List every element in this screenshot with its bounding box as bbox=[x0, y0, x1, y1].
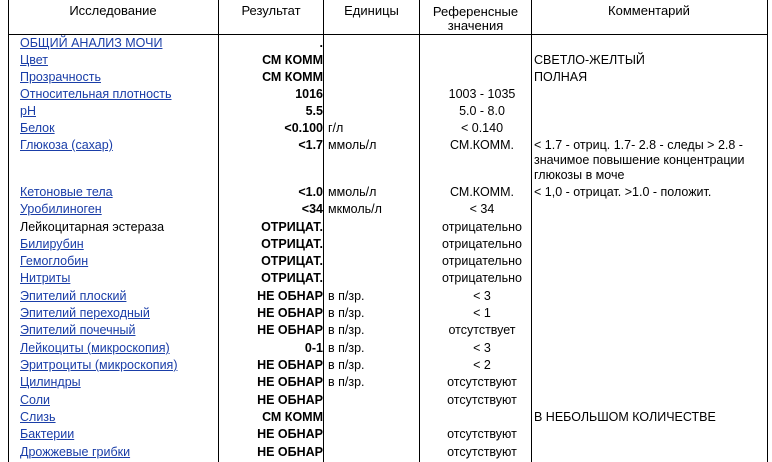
table-row bbox=[8, 86, 767, 103]
result-value: <1.0 bbox=[298, 185, 323, 199]
comment-text: В НЕБОЛЬШОМ КОЛИЧЕСТВЕ bbox=[534, 410, 716, 424]
result-value: 0-1 bbox=[304, 341, 323, 355]
reference-value: < 34 bbox=[469, 202, 495, 216]
result-value: ОТРИЦАТ. bbox=[261, 254, 323, 268]
table-row bbox=[8, 69, 767, 86]
test-name-link[interactable]: Эпителий плоский bbox=[20, 289, 127, 303]
header-reference: Референсные значения bbox=[432, 4, 519, 33]
test-name-link[interactable]: Эпителий переходный bbox=[20, 306, 150, 320]
test-name-link[interactable]: Прозрачность bbox=[20, 70, 101, 84]
test-name-link[interactable]: Эпителий почечный bbox=[20, 323, 136, 337]
units-value: в п/зр. bbox=[328, 375, 365, 389]
test-name-link[interactable]: Слизь bbox=[20, 410, 56, 424]
result-value: НЕ ОБНАР bbox=[257, 323, 323, 337]
table-row bbox=[8, 103, 767, 120]
units-value: в п/зр. bbox=[328, 306, 365, 320]
result-value: <0.100 bbox=[284, 121, 323, 135]
result-value: ОТРИЦАТ. bbox=[261, 220, 323, 234]
comment-text: < 1,0 - отрицат. >1.0 - положит. bbox=[534, 185, 712, 199]
result-value: <1.7 bbox=[298, 138, 323, 152]
reference-value: СМ.КОММ. bbox=[450, 185, 514, 199]
units-value: в п/зр. bbox=[328, 358, 365, 372]
reference-value: 1003 - 1035 bbox=[448, 87, 516, 101]
header-result: Результат bbox=[241, 3, 301, 18]
test-name-link[interactable]: Бактерии bbox=[20, 427, 75, 441]
comment-text: ПОЛНАЯ bbox=[534, 70, 588, 84]
result-value: НЕ ОБНАР bbox=[257, 445, 323, 459]
result-value: ОТРИЦАТ. bbox=[261, 271, 323, 285]
result-value: СМ КОММ bbox=[262, 70, 323, 84]
result-value: НЕ ОБНАР bbox=[257, 393, 323, 407]
test-name-link[interactable]: Цвет bbox=[20, 53, 49, 67]
units-value: в п/зр. bbox=[328, 341, 365, 355]
table-row bbox=[8, 270, 767, 287]
result-value: НЕ ОБНАР bbox=[257, 375, 323, 389]
test-name-link[interactable]: Дрожжевые грибки bbox=[20, 445, 131, 459]
table-row bbox=[8, 253, 767, 270]
table-row bbox=[8, 426, 767, 443]
reference-value: отрицательно bbox=[442, 271, 522, 285]
table-row bbox=[8, 201, 767, 218]
reference-value: отсутствуют bbox=[447, 427, 517, 441]
reference-value: < 1 bbox=[473, 306, 491, 320]
reference-value: отсутствуют bbox=[447, 375, 517, 389]
test-name-link[interactable]: Нитриты bbox=[20, 271, 71, 285]
table-row bbox=[8, 236, 767, 253]
comment-text: СВЕТЛО-ЖЕЛТЫЙ bbox=[534, 53, 645, 67]
table-row bbox=[8, 137, 767, 182]
units-value: ммоль/л bbox=[328, 138, 377, 152]
units-value: ммоль/л bbox=[328, 185, 377, 199]
result-value: . bbox=[319, 36, 323, 50]
test-name-link[interactable]: Соли bbox=[20, 393, 50, 407]
result-value: НЕ ОБНАР bbox=[257, 358, 323, 372]
test-name-link[interactable]: Кетоновые тела bbox=[20, 185, 113, 199]
test-name-link[interactable]: Эритроциты (микроскопия) bbox=[20, 358, 178, 372]
result-value: <34 bbox=[301, 202, 323, 216]
test-name-link[interactable]: Уробилиноген bbox=[20, 202, 102, 216]
test-name-link[interactable]: Глюкоза (сахар) bbox=[20, 138, 113, 152]
reference-value: < 3 bbox=[473, 341, 491, 355]
table-row bbox=[8, 120, 767, 137]
reference-value: отсутствует bbox=[448, 323, 516, 337]
table-row bbox=[8, 219, 767, 236]
reference-value: отрицательно bbox=[442, 220, 522, 234]
table-row bbox=[8, 52, 767, 69]
table-row bbox=[8, 357, 767, 374]
result-value: НЕ ОБНАР bbox=[257, 289, 323, 303]
reference-value: отрицательно bbox=[442, 237, 522, 251]
units-value: в п/зр. bbox=[328, 289, 365, 303]
test-name-link[interactable]: Гемоглобин bbox=[20, 254, 89, 268]
test-name-link[interactable]: Относительная плотность bbox=[20, 87, 172, 101]
result-value: СМ КОММ bbox=[262, 53, 323, 67]
table-row bbox=[8, 322, 767, 339]
reference-value: отрицательно bbox=[442, 254, 522, 268]
result-value: 1016 bbox=[295, 87, 323, 101]
result-value: НЕ ОБНАР bbox=[257, 306, 323, 320]
test-name-link[interactable]: Лейкоциты (микроскопия) bbox=[20, 341, 170, 355]
reference-value: < 0.140 bbox=[460, 121, 504, 135]
table-row bbox=[8, 444, 767, 461]
test-name-link[interactable]: Белок bbox=[20, 121, 55, 135]
result-value: ОТРИЦАТ. bbox=[261, 237, 323, 251]
table-row bbox=[8, 374, 767, 391]
reference-value: отсутствуют bbox=[447, 393, 517, 407]
result-value: СМ КОММ bbox=[262, 410, 323, 424]
reference-value: < 3 bbox=[473, 289, 491, 303]
table-row bbox=[8, 305, 767, 322]
test-name-link[interactable]: Цилиндры bbox=[20, 375, 81, 389]
reference-value: < 2 bbox=[473, 358, 491, 372]
comment-text: < 1.7 - отриц. 1.7- 2.8 - следы > 2.8 - значимое повышение концентрации глюкозы в моче bbox=[534, 138, 745, 182]
test-name-link[interactable]: Билирубин bbox=[20, 237, 84, 251]
reference-value: 5.0 - 8.0 bbox=[459, 104, 505, 118]
table-row bbox=[8, 35, 767, 52]
table-row bbox=[8, 184, 767, 201]
result-value: 5.5 bbox=[305, 104, 323, 118]
test-name-link[interactable]: ОБЩИЙ АНАЛИЗ МОЧИ bbox=[20, 36, 163, 50]
table-row bbox=[8, 288, 767, 305]
table-row bbox=[8, 392, 767, 409]
table-row bbox=[8, 409, 767, 426]
units-value: мкмоль/л bbox=[328, 202, 382, 216]
header-comment: Комментарий bbox=[608, 3, 690, 18]
result-value: НЕ ОБНАР bbox=[257, 427, 323, 441]
test-name-link[interactable]: pH bbox=[20, 104, 36, 118]
units-value: г/л bbox=[328, 121, 344, 135]
units-value: в п/зр. bbox=[328, 323, 365, 337]
reference-value: СМ.КОММ. bbox=[450, 138, 514, 152]
reference-value: отсутствуют bbox=[447, 445, 517, 459]
header-units: Единицы bbox=[344, 3, 399, 18]
header-test: Исследование bbox=[69, 3, 157, 18]
test-name: Лейкоцитарная эстераза bbox=[20, 220, 165, 234]
table-row bbox=[8, 340, 767, 357]
